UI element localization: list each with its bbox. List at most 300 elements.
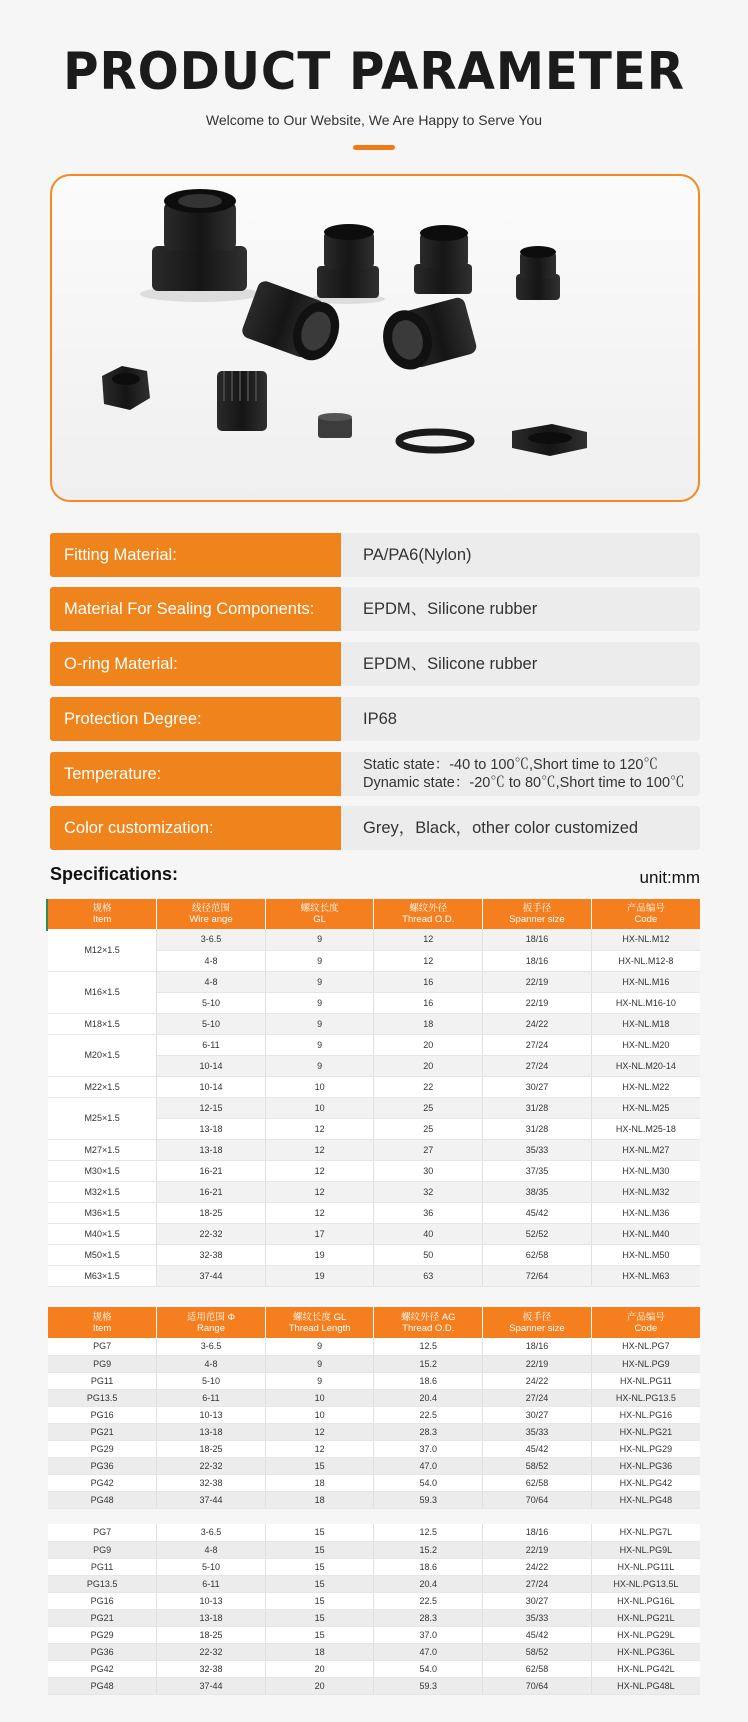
table-cell: 12 — [265, 1423, 374, 1440]
item-cell: M30×1.5 — [48, 1160, 157, 1181]
page-subtitle: Welcome to Our Website, We Are Happy to Serve You — [205, 112, 543, 128]
table-cell: 18/16 — [483, 950, 592, 971]
table-cell: 22/19 — [483, 1355, 592, 1372]
table-row — [48, 1609, 700, 1626]
table-row — [48, 1491, 700, 1508]
column-header-en: Range — [196, 1322, 225, 1334]
table-cell: 22 — [374, 1076, 483, 1097]
table-cell: 22/19 — [483, 971, 592, 992]
table-cell: 13-18 — [157, 1139, 266, 1160]
table-cell: HX-NL.M40 — [591, 1223, 700, 1244]
table-row — [48, 1541, 700, 1558]
table-cell: PG29 — [48, 1626, 157, 1643]
table-cell: 54.0 — [374, 1474, 483, 1491]
table-cell: 45/42 — [483, 1626, 592, 1643]
table-cell: 9 — [265, 950, 374, 971]
cable-gland-product-photo — [52, 176, 700, 502]
item-cell: M20×1.5 — [48, 1034, 157, 1076]
table-cell: HX-NL.M50 — [591, 1244, 700, 1265]
table-cell: 50 — [374, 1244, 483, 1265]
column-header-en: Item — [92, 1322, 112, 1334]
table-cell: 28.3 — [374, 1423, 483, 1440]
table-cell: 59.3 — [374, 1677, 483, 1694]
table-cell: 32-38 — [157, 1660, 266, 1677]
table-cell: 10-14 — [157, 1055, 266, 1076]
item-cell: M40×1.5 — [48, 1223, 157, 1244]
table-cell: 27/24 — [483, 1034, 592, 1055]
param-row-temperature — [50, 752, 700, 796]
table-cell: 24/22 — [483, 1558, 592, 1575]
table-cell: HX-NL.PG13.5 — [591, 1389, 700, 1406]
table-cell: 6-11 — [157, 1389, 266, 1406]
table-cell: HX-NL.M12-8 — [591, 950, 700, 971]
table-cell: 35/33 — [483, 1139, 592, 1160]
table-cell: 30/27 — [483, 1406, 592, 1423]
table-cell: 27/24 — [483, 1575, 592, 1592]
table-cell: 27/24 — [483, 1055, 592, 1076]
table-cell: PG36 — [48, 1457, 157, 1474]
table-cell: HX-NL.PG21 — [591, 1423, 700, 1440]
table-cell: 37.0 — [374, 1440, 483, 1457]
table-row — [48, 1160, 700, 1181]
table-row — [48, 1524, 700, 1541]
table-cell: 40 — [374, 1223, 483, 1244]
table-row — [48, 971, 700, 992]
table-cell: PG13.5 — [48, 1389, 157, 1406]
param-label: Material For Sealing Components: — [50, 587, 341, 631]
table-row — [48, 1423, 700, 1440]
column-header — [265, 1307, 374, 1338]
table-cell: 9 — [265, 929, 374, 950]
table-cell: 24/22 — [483, 1013, 592, 1034]
param-row-sealing-material — [50, 587, 700, 631]
table-cell: 15 — [265, 1558, 374, 1575]
param-value: Grey，Black，other color customized — [341, 806, 700, 850]
column-header — [48, 899, 157, 929]
param-row-protection-degree — [50, 697, 700, 741]
table-cell: 10 — [265, 1097, 374, 1118]
table-cell: 10-13 — [157, 1592, 266, 1609]
table-cell: HX-NL.PG11 — [591, 1372, 700, 1389]
column-header — [483, 899, 592, 929]
table-cell: 35/33 — [483, 1423, 592, 1440]
table-row — [48, 1558, 700, 1575]
table-cell: 6-11 — [157, 1034, 266, 1055]
table-cell: 18/16 — [483, 1524, 592, 1541]
table-cell: 18.6 — [374, 1372, 483, 1389]
table-cell: 22/19 — [483, 992, 592, 1013]
table-cell: 37/35 — [483, 1160, 592, 1181]
table-cell: HX-NL.M36 — [591, 1202, 700, 1223]
table-cell: PG9 — [48, 1355, 157, 1372]
item-cell: M63×1.5 — [48, 1265, 157, 1286]
table-cell: 5-10 — [157, 992, 266, 1013]
table-cell: 9 — [265, 1013, 374, 1034]
table-cell: 24/22 — [483, 1372, 592, 1389]
table-cell: PG48 — [48, 1677, 157, 1694]
table-row — [48, 1575, 700, 1592]
table-cell: HX-NL.M16 — [591, 971, 700, 992]
table-row — [48, 1406, 700, 1423]
table-cell: PG16 — [48, 1592, 157, 1609]
table-cell: 54.0 — [374, 1660, 483, 1677]
table-cell: 38/35 — [483, 1181, 592, 1202]
table-cell: 12 — [265, 1440, 374, 1457]
column-header-en: Spanner size — [509, 1322, 565, 1334]
table-cell: 32 — [374, 1181, 483, 1202]
column-header-en: Thread O.D. — [402, 1322, 455, 1334]
table-cell: 22-32 — [157, 1223, 266, 1244]
item-cell: M36×1.5 — [48, 1202, 157, 1223]
item-cell: M25×1.5 — [48, 1097, 157, 1139]
column-header-cn: 扳手径 — [522, 1311, 552, 1323]
table-cell: 20 — [265, 1677, 374, 1694]
table-cell: 31/28 — [483, 1097, 592, 1118]
column-header-en: Thread Length — [288, 1322, 351, 1334]
param-row-fitting-material — [50, 533, 700, 577]
table-cell: 5-10 — [157, 1372, 266, 1389]
column-header-en: Code — [634, 1322, 658, 1334]
table-cell: PG7 — [48, 1338, 157, 1355]
table-cell: 58/52 — [483, 1643, 592, 1660]
table-cell: 10 — [265, 1076, 374, 1097]
table-cell: 20.4 — [374, 1575, 483, 1592]
table-cell: 30/27 — [483, 1076, 592, 1097]
table-cell: 12.5 — [374, 1524, 483, 1541]
table-cell: HX-NL.M18 — [591, 1013, 700, 1034]
column-header-cn: 规格 — [92, 903, 112, 914]
table-cell: 45/42 — [483, 1440, 592, 1457]
table-cell: HX-NL.M30 — [591, 1160, 700, 1181]
table-cell: 13-18 — [157, 1118, 266, 1139]
table-cell: 62/58 — [483, 1660, 592, 1677]
table-cell: 27/24 — [483, 1389, 592, 1406]
table-row — [48, 1592, 700, 1609]
table-cell: 15 — [265, 1541, 374, 1558]
table-cell: 37.0 — [374, 1626, 483, 1643]
table-cell: HX-NL.PG16L — [591, 1592, 700, 1609]
table-cell: 25 — [374, 1118, 483, 1139]
pg-long-spec-table — [48, 1524, 700, 1695]
table-cell: 9 — [265, 1338, 374, 1355]
table-cell: 4-8 — [157, 1355, 266, 1372]
column-header — [483, 1307, 592, 1338]
table-cell: 12 — [265, 1139, 374, 1160]
table-cell: HX-NL.PG48 — [591, 1491, 700, 1508]
table-cell: PG29 — [48, 1440, 157, 1457]
table-cell: 18.6 — [374, 1558, 483, 1575]
table-cell: 12 — [265, 1181, 374, 1202]
table-cell: 70/64 — [483, 1677, 592, 1694]
table-row — [48, 1076, 700, 1097]
table-row — [48, 1265, 700, 1286]
param-label: O-ring Material: — [50, 642, 341, 686]
table-cell: HX-NL.M25-18 — [591, 1118, 700, 1139]
table-cell: 22.5 — [374, 1592, 483, 1609]
table-cell: HX-NL.M22 — [591, 1076, 700, 1097]
table-cell: 5-10 — [157, 1013, 266, 1034]
table-row — [48, 1139, 700, 1160]
table-cell: HX-NL.M32 — [591, 1181, 700, 1202]
table-cell: 15.2 — [374, 1541, 483, 1558]
column-header-cn: 螺纹外径 — [409, 903, 448, 914]
table-cell: 70/64 — [483, 1491, 592, 1508]
column-header-cn: 螺纹外径 AG — [401, 1311, 456, 1323]
param-value-line: Dynamic state：-20℃ to 80℃,Short time to 100℃ — [363, 775, 685, 791]
table-cell: HX-NL.M20 — [591, 1034, 700, 1055]
table-cell: 18-25 — [157, 1440, 266, 1457]
param-value: IP68 — [341, 697, 700, 741]
table-row — [48, 1244, 700, 1265]
table-cell: 18 — [265, 1474, 374, 1491]
column-header-en: Wire ange — [189, 914, 233, 925]
table-cell: 59.3 — [374, 1491, 483, 1508]
table-cell: HX-NL.PG36 — [591, 1457, 700, 1474]
param-label: Fitting Material: — [50, 533, 341, 577]
table-row — [48, 1338, 700, 1355]
table-cell: HX-NL.PG16 — [591, 1406, 700, 1423]
column-header-cn: 线径范围 — [191, 903, 230, 914]
item-cell: M27×1.5 — [48, 1139, 157, 1160]
table-cell: 9 — [265, 992, 374, 1013]
table-cell: HX-NL.PG29L — [591, 1626, 700, 1643]
table-cell: 5-10 — [157, 1558, 266, 1575]
table-cell: 15 — [265, 1592, 374, 1609]
table-cell: 18-25 — [157, 1626, 266, 1643]
column-header-en: Item — [92, 914, 112, 925]
table-row — [48, 1660, 700, 1677]
item-cell: M32×1.5 — [48, 1181, 157, 1202]
table-cell: 72/64 — [483, 1265, 592, 1286]
column-header — [374, 899, 483, 929]
column-header-cn: 规格 — [92, 1311, 112, 1323]
table-cell: HX-NL.M12 — [591, 929, 700, 950]
table-cell: 30/27 — [483, 1592, 592, 1609]
table-cell: HX-NL.PG29 — [591, 1440, 700, 1457]
table-cell: 58/52 — [483, 1457, 592, 1474]
table-cell: HX-NL.PG36L — [591, 1643, 700, 1660]
param-value-line: Static state：-40 to 100℃,Short time to 120℃ — [363, 757, 658, 773]
table-row — [48, 1223, 700, 1244]
column-header-cn: 螺纹长度 — [300, 903, 339, 914]
table-cell: 15 — [265, 1457, 374, 1474]
item-cell: M22×1.5 — [48, 1076, 157, 1097]
table-row — [48, 1440, 700, 1457]
column-header — [374, 1307, 483, 1338]
product-photo — [50, 174, 700, 502]
column-header — [157, 1307, 266, 1338]
table-cell: HX-NL.M27 — [591, 1139, 700, 1160]
table-cell: 45/42 — [483, 1202, 592, 1223]
table-cell: 20 — [374, 1055, 483, 1076]
table-cell: 35/33 — [483, 1609, 592, 1626]
table-cell: 13-18 — [157, 1609, 266, 1626]
pg-spec-table — [48, 1307, 700, 1509]
column-header-en: GL — [313, 914, 326, 925]
table-cell: 22-32 — [157, 1457, 266, 1474]
table-cell: 27 — [374, 1139, 483, 1160]
table-cell: 18/16 — [483, 929, 592, 950]
table-cell: HX-NL.PG7 — [591, 1338, 700, 1355]
table-cell: 15 — [265, 1626, 374, 1643]
table-cell: PG16 — [48, 1406, 157, 1423]
table-cell: 15.2 — [374, 1355, 483, 1372]
table-cell: 12 — [374, 929, 483, 950]
table-cell: PG21 — [48, 1609, 157, 1626]
table-cell: 32-38 — [157, 1474, 266, 1491]
table-cell: 17 — [265, 1223, 374, 1244]
table-cell: 10 — [265, 1406, 374, 1423]
table-cell: 10-14 — [157, 1076, 266, 1097]
table-cell: 12.5 — [374, 1338, 483, 1355]
table-cell: HX-NL.PG13.5L — [591, 1575, 700, 1592]
table-row — [48, 1643, 700, 1660]
table-cell: 37-44 — [157, 1677, 266, 1694]
param-value: EPDM、Silicone rubber — [341, 642, 700, 686]
table-cell: PG9 — [48, 1541, 157, 1558]
table-cell: 62/58 — [483, 1474, 592, 1491]
column-header-cn: 螺纹长度 GL — [292, 1311, 347, 1323]
table-row — [48, 1389, 700, 1406]
table-cell: 4-8 — [157, 1541, 266, 1558]
table-cell: PG11 — [48, 1558, 157, 1575]
table-cell: 20 — [374, 1034, 483, 1055]
column-header-cn: 适用范围 Φ — [186, 1311, 236, 1323]
table-cell: HX-NL.M16-10 — [591, 992, 700, 1013]
table-cell: 18/16 — [483, 1338, 592, 1355]
metric-spec-table — [48, 899, 700, 1287]
table-row — [48, 1355, 700, 1372]
table-row — [48, 1626, 700, 1643]
table-row — [48, 1181, 700, 1202]
param-value — [341, 752, 700, 796]
table-cell: 25 — [374, 1097, 483, 1118]
table-cell: 28.3 — [374, 1609, 483, 1626]
table-cell: 16 — [374, 971, 483, 992]
table-cell: 4-8 — [157, 971, 266, 992]
table-cell: HX-NL.PG9L — [591, 1541, 700, 1558]
column-header — [591, 899, 700, 929]
table-cell: 19 — [265, 1244, 374, 1265]
table-cell: 63 — [374, 1265, 483, 1286]
table-cell: HX-NL.M25 — [591, 1097, 700, 1118]
table-cell: 9 — [265, 1055, 374, 1076]
table-cell: PG42 — [48, 1660, 157, 1677]
table-cell: HX-NL.PG7L — [591, 1524, 700, 1541]
column-header-cn: 产品编号 — [626, 1311, 665, 1323]
table-cell: 15 — [265, 1609, 374, 1626]
table-cell: 12 — [265, 1202, 374, 1223]
table-cell: HX-NL.PG48L — [591, 1677, 700, 1694]
table-cell: HX-NL.PG42L — [591, 1660, 700, 1677]
table-cell: 13-18 — [157, 1423, 266, 1440]
table-row — [48, 1202, 700, 1223]
table-cell: 31/28 — [483, 1118, 592, 1139]
table-cell: 47.0 — [374, 1643, 483, 1660]
table-cell: 18 — [265, 1643, 374, 1660]
table-cell: 52/52 — [483, 1223, 592, 1244]
table-cell: 30 — [374, 1160, 483, 1181]
column-header-cn: 产品编号 — [626, 903, 665, 914]
specifications-heading: Specifications: — [50, 864, 179, 884]
table-row — [48, 1372, 700, 1389]
table-cell: HX-NL.PG21L — [591, 1609, 700, 1626]
table-cell: 9 — [265, 1372, 374, 1389]
title-underline — [353, 145, 395, 150]
table-cell: 16 — [374, 992, 483, 1013]
param-value: PA/PA6(Nylon) — [341, 533, 700, 577]
table-cell: HX-NL.M63 — [591, 1265, 700, 1286]
table-cell: 18 — [374, 1013, 483, 1034]
table-cell: PG11 — [48, 1372, 157, 1389]
table-cell: 15 — [265, 1575, 374, 1592]
table-cell: 9 — [265, 971, 374, 992]
table-cell: 37-44 — [157, 1491, 266, 1508]
table-cell: 22/19 — [483, 1541, 592, 1558]
table-cell: 32-38 — [157, 1244, 266, 1265]
column-header-cn: 扳手径 — [522, 903, 552, 914]
table-cell: 16-21 — [157, 1181, 266, 1202]
table-row — [48, 929, 700, 950]
column-header — [265, 899, 374, 929]
column-header-en: Code — [634, 914, 658, 925]
table-cell: PG7 — [48, 1524, 157, 1541]
item-cell: M50×1.5 — [48, 1244, 157, 1265]
table-cell: 3-6.5 — [157, 1524, 266, 1541]
table-cell: 22.5 — [374, 1406, 483, 1423]
table-cell: HX-NL.PG9 — [591, 1355, 700, 1372]
param-value: EPDM、Silicone rubber — [341, 587, 700, 631]
item-cell: M12×1.5 — [48, 929, 157, 971]
table-cell: PG48 — [48, 1491, 157, 1508]
table-cell: 37-44 — [157, 1265, 266, 1286]
table-cell: 3-6.5 — [157, 1338, 266, 1355]
table-cell: 20.4 — [374, 1389, 483, 1406]
item-cell: M16×1.5 — [48, 971, 157, 1013]
table-cell: 6-11 — [157, 1575, 266, 1592]
table-cell: HX-NL.PG42 — [591, 1474, 700, 1491]
table-cell: 12 — [265, 1160, 374, 1181]
column-header-en: Spanner size — [509, 914, 565, 925]
param-label: Temperature: — [50, 752, 341, 796]
table-cell: PG21 — [48, 1423, 157, 1440]
table-cell: 20 — [265, 1660, 374, 1677]
table-cell: 10 — [265, 1389, 374, 1406]
table-row — [48, 1034, 700, 1055]
table-cell: HX-NL.M20-14 — [591, 1055, 700, 1076]
table-row — [48, 1457, 700, 1474]
page-title: PRODUCT PARAMETER — [63, 42, 685, 102]
table-cell: 10-13 — [157, 1406, 266, 1423]
table-cell: 3-6.5 — [157, 929, 266, 950]
table-cell: 36 — [374, 1202, 483, 1223]
table-row — [48, 1013, 700, 1034]
unit-label: unit:mm — [639, 868, 700, 887]
table-cell: 15 — [265, 1524, 374, 1541]
table-cell: 62/58 — [483, 1244, 592, 1265]
table-cell: 18 — [265, 1491, 374, 1508]
table-cell: 12 — [374, 950, 483, 971]
table-cell: 47.0 — [374, 1457, 483, 1474]
table-cell: 9 — [265, 1034, 374, 1055]
table-cell: 4-8 — [157, 950, 266, 971]
table-cell: 9 — [265, 1355, 374, 1372]
table-cell: 18-25 — [157, 1202, 266, 1223]
table-cell: 16-21 — [157, 1160, 266, 1181]
column-header-en: Thread O.D. — [402, 914, 455, 925]
table-cell: PG13.5 — [48, 1575, 157, 1592]
param-label: Protection Degree: — [50, 697, 341, 741]
